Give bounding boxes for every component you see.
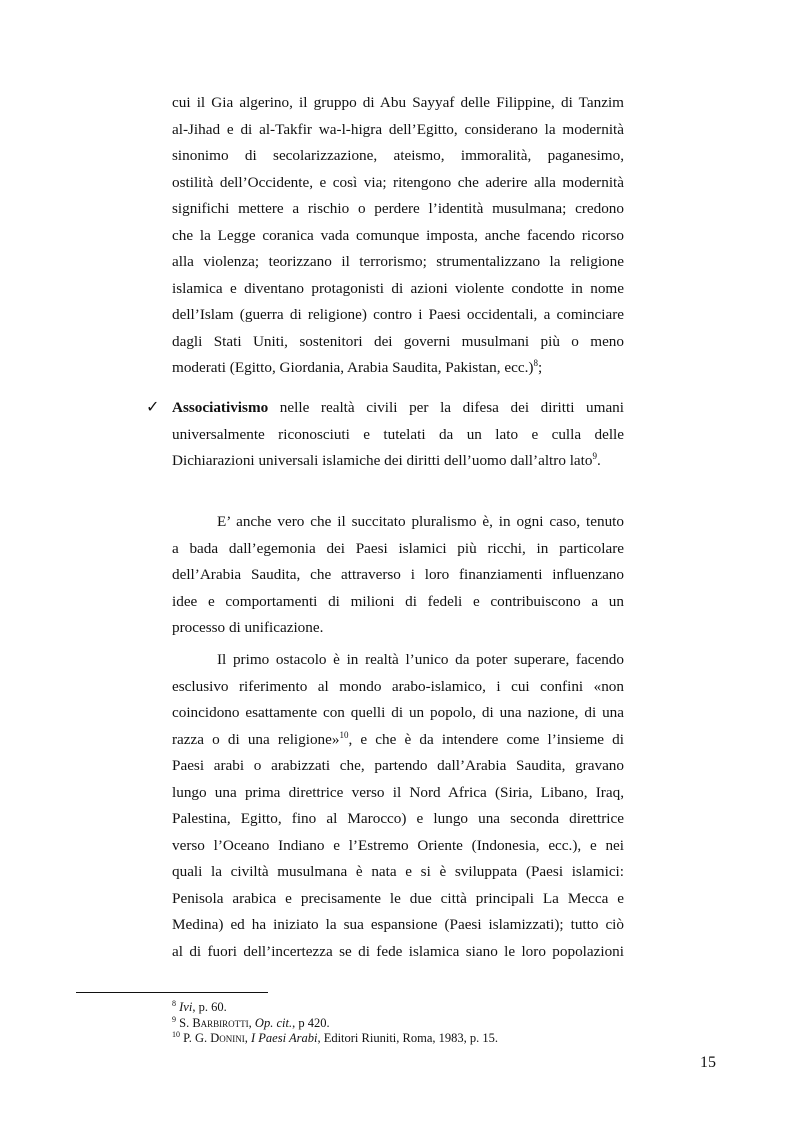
footnote-italic: I Paesi Arabi <box>251 1031 318 1045</box>
text-line: E’ anche vero che il succitato pluralismo è, in ogni caso, tenuto <box>217 513 624 530</box>
text-run: , e che è da intendere come l’insieme di <box>348 730 624 748</box>
text-line: significhi mettere a rischio o perdere l’identità musulmana; credono <box>172 200 624 217</box>
text-line: idee e comportamenti di milioni di fedeli e contribuiscono a un <box>172 592 624 610</box>
footnote-text: , Editori Riuniti, Roma, 1983, p. 15. <box>317 1031 498 1045</box>
text-line: ostilità dell’Occidente, e così via; ritengono che aderire alla modernità <box>172 173 624 191</box>
text-run: . <box>596 452 601 469</box>
text-run: nelle realtà civili per la difesa dei diritti umani <box>268 399 624 416</box>
footnotes <box>172 1000 498 1047</box>
text-line <box>172 395 624 422</box>
bullet-term: Associativismo <box>172 399 269 416</box>
text-line: universalmente riconosciuti e tutelati da un lato e culla delle <box>172 425 624 443</box>
text-line: islamica e diventano protagonisti di azioni violente condotte in nome <box>172 279 624 297</box>
text-line: al-Jihad e di al-Takfir wa-l-higra dell’Egitto, considerano la modernità <box>172 120 624 138</box>
text-line <box>172 448 624 475</box>
paragraph <box>172 509 624 642</box>
text-run: moderati (Egitto, Giordania, Arabia Saudita, Pakistan, ecc.) <box>172 359 534 376</box>
footnote-author: S. B <box>179 1015 201 1030</box>
footnote-number: 10 <box>172 1030 180 1039</box>
footnote <box>172 1016 498 1032</box>
text-line: Il primo ostacolo è in realtà l’unico da poter superare, facendo <box>217 651 624 668</box>
text-line: lungo una prima direttrice verso il Nord Africa (Siria, Libano, Iraq, <box>172 783 624 801</box>
text-line: dell’Islam (guerra di religione) contro i Paesi occidentali, a cominciare <box>172 306 624 323</box>
text-line <box>172 727 624 754</box>
footnote-author-smallcaps: onini <box>219 1031 245 1045</box>
text-line: verso l’Oceano Indiano e l’Estremo Oriente (Indonesia, ecc.), e nei <box>172 836 624 854</box>
text-line: dagli Stati Uniti, sostenitori dei governi musulmani più o meno <box>172 332 624 350</box>
paragraph <box>172 647 624 965</box>
footnote <box>172 1000 498 1016</box>
text-line: Paesi arabi o arabizzati che, partendo dall’Arabia Saudita, gravano <box>172 757 624 774</box>
footnote-ref[interactable]: 9 <box>592 451 597 461</box>
checkmark-icon: ✓ <box>146 399 160 416</box>
footnote-text: , p. 60. <box>192 1000 227 1014</box>
list-continuation <box>172 90 624 382</box>
text-line: Penisola arabica e precisamente le due città principali La Mecca e <box>172 889 624 907</box>
footnote <box>172 1031 498 1047</box>
footnote-number: 9 <box>172 1014 176 1024</box>
text-line: quali la civiltà musulmana è nata e si è sviluppata (Paesi islamici: <box>172 863 624 880</box>
footnote-author: P. G. D <box>183 1031 220 1045</box>
footnote-separator <box>76 992 268 993</box>
footnote-number: 8 <box>172 999 176 1008</box>
text-run: ; <box>537 359 543 376</box>
text-line: Medina) ed ha iniziato la sua espansione (Paesi islamizzati); tutto ciò <box>172 916 624 933</box>
page-number: 15 <box>700 1054 716 1071</box>
text-run: Dichiarazioni universali islamiche dei diritti dell’uomo dall’altro lato <box>172 452 593 469</box>
text-line: cui il Gia algerino, il gruppo di Abu Sayyaf delle Filippine, di Tanzim <box>172 94 624 111</box>
text-line: processo di unificazione. <box>172 619 324 636</box>
footnote-ref[interactable]: 10 <box>339 729 349 740</box>
footnote-text: , <box>248 1015 255 1030</box>
text-line <box>172 355 624 382</box>
footnote-italic: Op. cit. <box>254 1015 293 1030</box>
text-line: sinonimo di secolarizzazione, ateismo, immoralità, paganesimo, <box>172 147 624 164</box>
footnote-text: , <box>244 1031 251 1045</box>
footnote-text: , p 420. <box>292 1015 330 1030</box>
text-line: dell’Arabia Saudita, che attraverso i loro finanziamenti influenzano <box>172 566 624 583</box>
footnote-author-smallcaps: arbirotti <box>200 1015 249 1030</box>
text-line: coincidono esattamente con quelli di un popolo, di una nazione, di una <box>172 704 624 721</box>
text-line: alla violenza; teorizzano il terrorismo; strumentalizzano la religione <box>172 253 624 270</box>
footnote-italic: Ivi <box>179 1000 193 1014</box>
text-line: a bada dall’egemonia dei Paesi islamici più ricchi, in particolare <box>172 539 624 557</box>
text-run: razza o di una religione» <box>172 730 340 748</box>
text-line: che la Legge coranica vada comunque imposta, anche facendo ricorso <box>172 226 624 244</box>
text-line: al di fuori dell’incertezza se di fede islamica siano le loro popolazioni <box>172 942 624 960</box>
text-line: esclusivo riferimento al mondo arabo-islamico, i cui confini «non <box>172 677 624 695</box>
text-line: Palestina, Egitto, fino al Marocco) e lungo una seconda direttrice <box>172 810 624 827</box>
bullet-item <box>172 395 624 475</box>
footnote-ref[interactable]: 8 <box>533 358 538 368</box>
